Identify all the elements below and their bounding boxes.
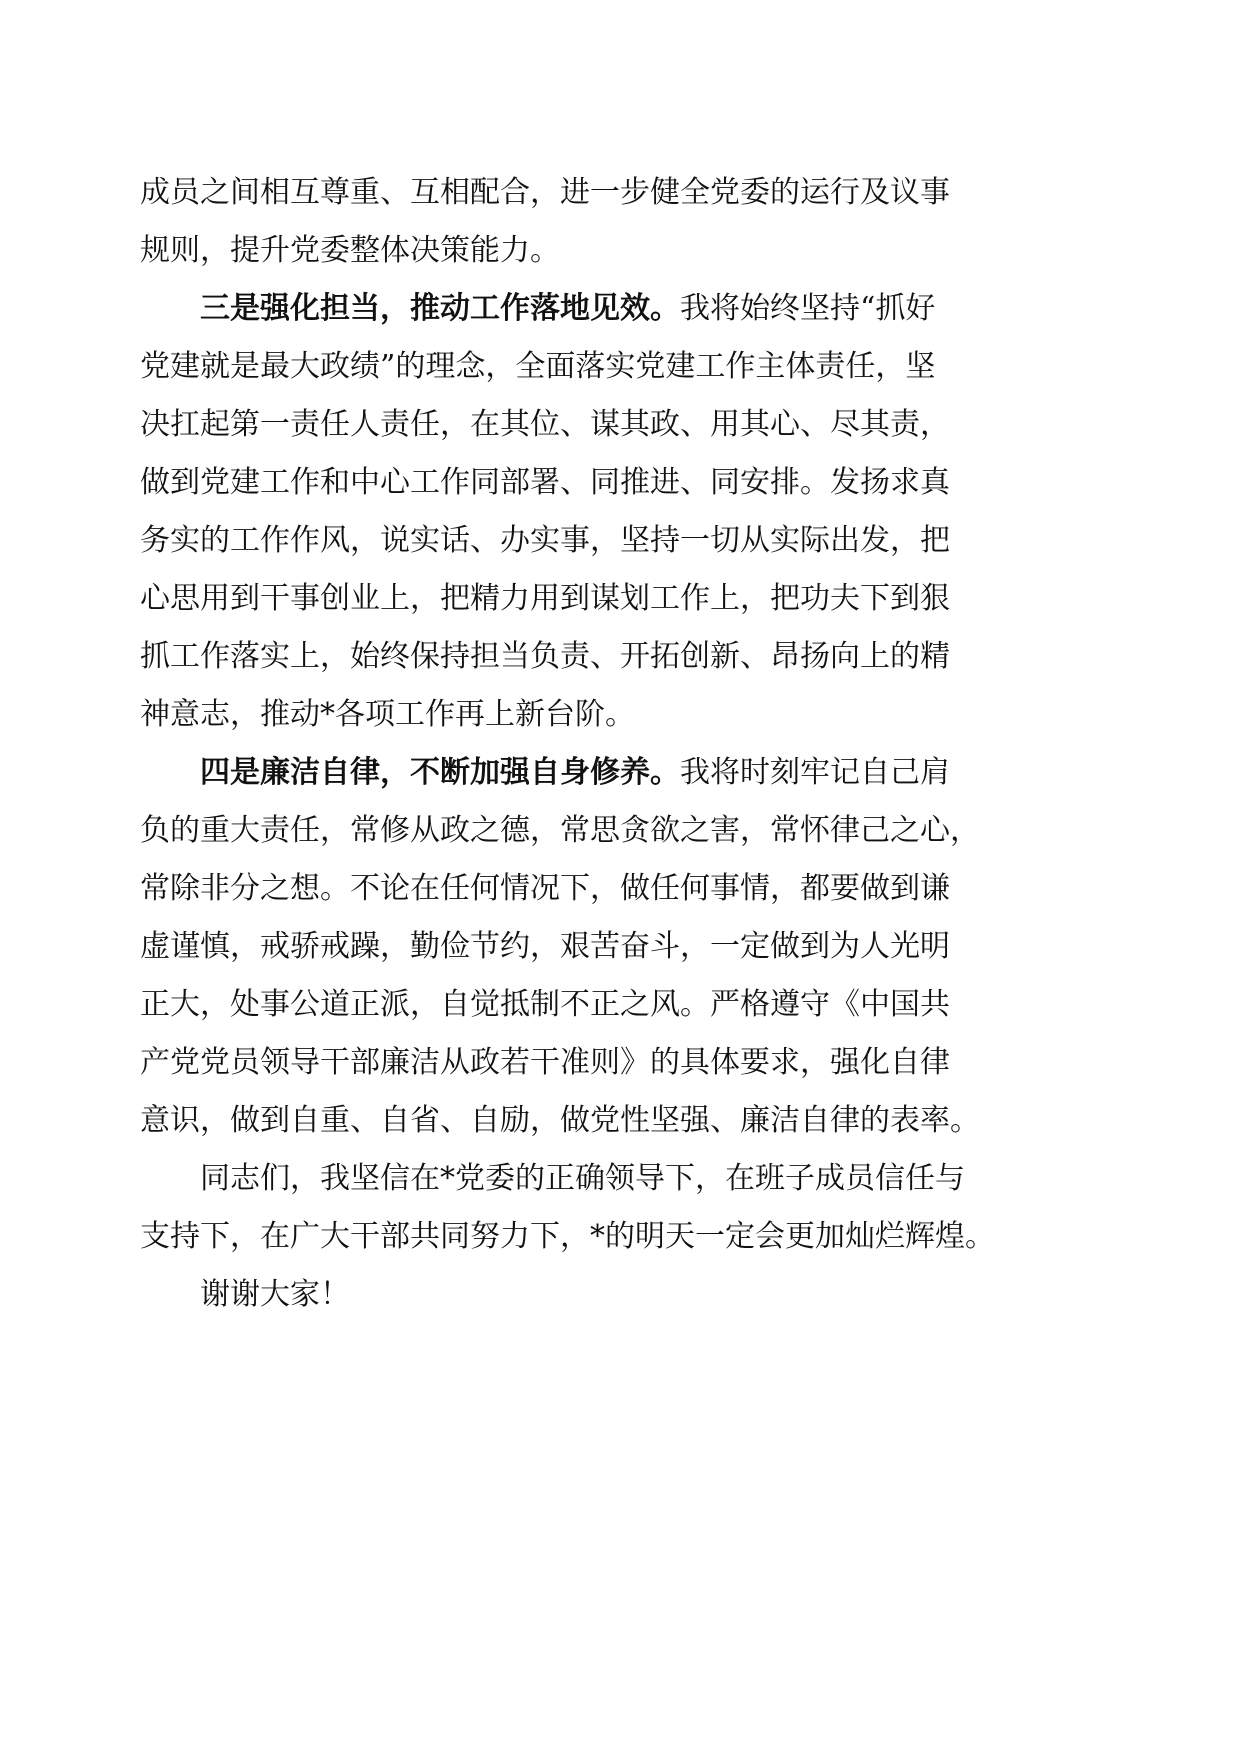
text-line-11 [200,750,950,796]
text-line-2-content: 规则，提升党委整体决策能力。 [140,233,560,268]
text-line-18-content: 同志们，我坚信在*党委的正确领导下，在班子成员信任与 [200,1161,965,1196]
text-line-9-content: 抓工作落实上，始终保持担当负责、开拓创新、昂扬向上的精 [140,639,950,674]
text-line-13-content: 常除非分之想。不论在任何情况下，做任何事情，都要做到谦 [140,871,950,906]
text-line-16 [140,1040,950,1086]
text-line-13 [140,866,950,912]
text-line-15-content: 正大，处事公道正派，自觉抵制不正之风。严格遵守《中国共 [140,987,950,1022]
text-line-2 [140,228,560,274]
text-line-3-content: 我将始终坚持“抓好 [680,291,936,326]
text-line-19 [140,1214,995,1260]
text-line-7-content: 务实的工作作风，说实话、办实事，坚持一切从实际出发，把 [140,523,950,558]
text-line-3 [200,286,935,332]
text-line-14-content: 虚谨慎，戒骄戒躁，勤俭节约，艰苦奋斗，一定做到为人光明 [140,929,950,964]
text-line-17 [140,1098,980,1144]
text-line-9 [140,634,950,680]
text-line-5 [140,402,950,448]
text-line-4 [140,344,935,390]
text-line-17-content: 意识，做到自重、自省、自励，做党性坚强、廉洁自律的表率。 [140,1103,980,1138]
text-line-11-content: 我将时刻牢记自己肩 [680,755,950,790]
heading-section-4: 四是廉洁自律，不断加强自身修养。 [200,755,680,790]
text-line-7 [140,518,950,564]
heading-section-3: 三是强化担当，推动工作落地见效。 [200,291,680,326]
text-line-20 [200,1272,350,1318]
text-line-20-content: 谢谢大家！ [200,1277,350,1312]
text-line-1-content: 成员之间相互尊重、互相配合，进一步健全党委的运行及议事 [140,175,950,210]
text-line-1 [140,170,950,216]
text-line-19-content: 支持下，在广大干部共同努力下，*的明天一定会更加灿烂辉煌。 [140,1219,995,1254]
text-line-5-content: 决扛起第一责任人责任，在其位、谋其政、用其心、尽其责， [140,407,950,442]
text-line-10-content: 神意志，推动*各项工作再上新台阶。 [140,697,635,732]
text-line-10 [140,692,635,738]
text-line-4-content: 党建就是最大政绩”的理念，全面落实党建工作主体责任，坚 [140,349,936,384]
text-line-12 [140,808,980,854]
text-line-12-content: 负的重大责任，常修从政之德，常思贪欲之害，常怀律己之心， [140,813,980,848]
text-line-18 [200,1156,965,1202]
text-line-6 [140,460,950,506]
text-line-6-content: 做到党建工作和中心工作同部署、同推进、同安排。发扬求真 [140,465,950,500]
text-line-14 [140,924,950,970]
text-line-8 [140,576,950,622]
text-line-16-content: 产党党员领导干部廉洁从政若干准则》的具体要求，强化自律 [140,1045,950,1080]
text-line-15 [140,982,950,1028]
text-line-8-content: 心思用到干事创业上，把精力用到谋划工作上，把功夫下到狠 [140,581,950,616]
